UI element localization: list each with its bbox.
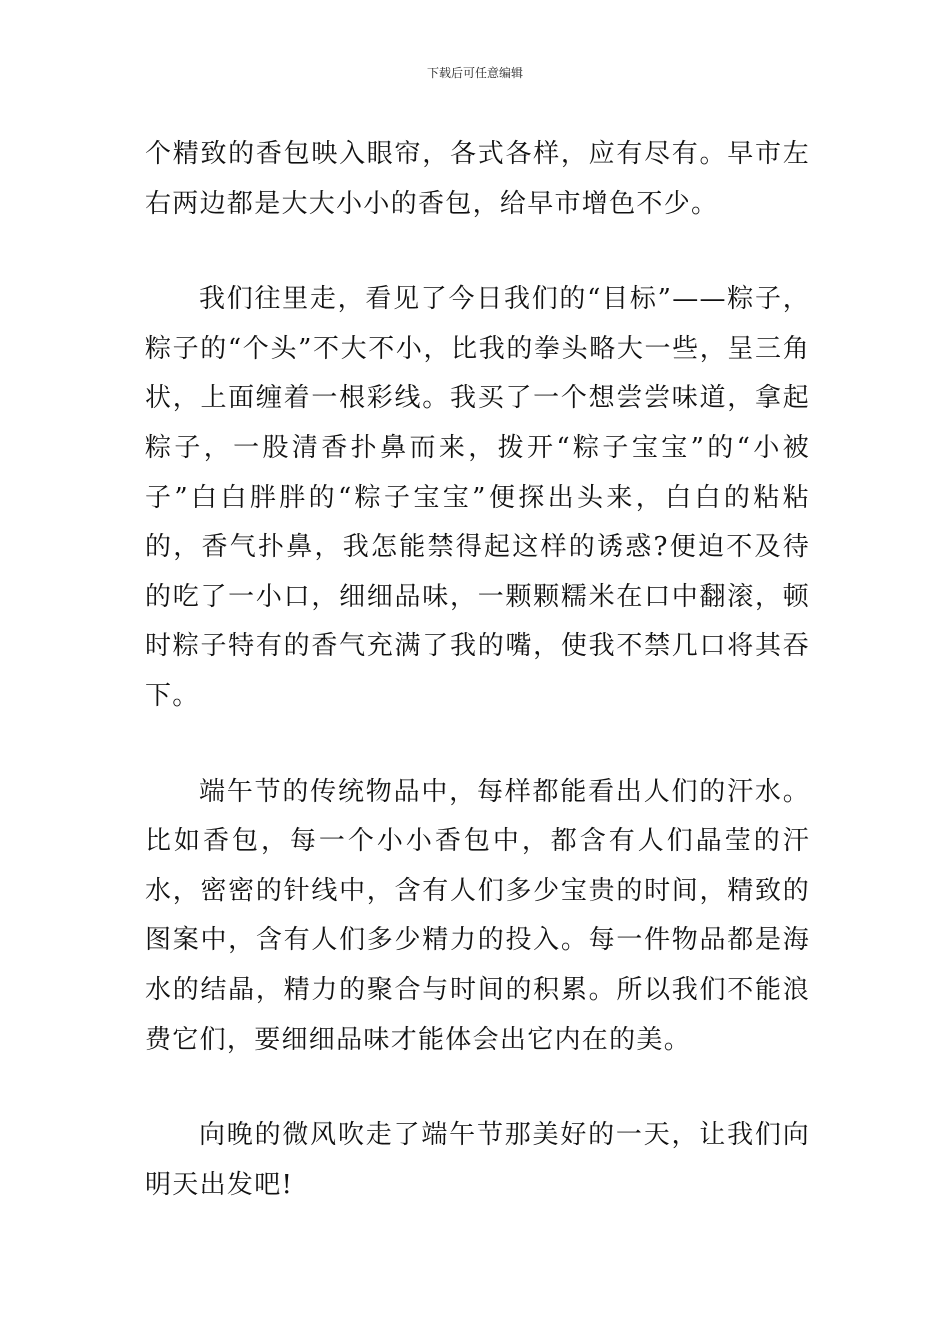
paragraph-traditional-items: 端午节的传统物品中，每样都能看出人们的汗水。比如香包，每一个小小香包中，都含有人们晶莹的汗水，密密的针线中，含有人们多少宝贵的时间，精致的图案中，含有人们多少精力的投入。每一件物品都是海水的结晶，精力的聚合与时间的积累。所以我们不能浪费它们，要细细品味才能体会出它内在的美。 bbox=[145, 776, 810, 1055]
body-text bbox=[145, 130, 810, 1210]
paragraph-continued: 个精致的香包映入眼帘，各式各样，应有尽有。早市左右两边都是大大小小的香包，给早市增色不少。 bbox=[145, 139, 810, 219]
paragraph-closing: 向晚的微风吹走了端午节那美好的一天，让我们向明天出发吧! bbox=[145, 1120, 810, 1200]
page-header: 下载后可任意编辑 bbox=[426, 66, 523, 80]
paragraph-zongzi: 我们往里走，看见了今日我们的“目标”——粽子，粽子的“个头”不大不小，比我的拳头略大一些，呈三角状，上面缠着一根彩线。我买了一个想尝尝味道，拿起粽子，一股清香扑鼻而来，拨开“粽子宝宝”的“小被子”白白胖胖的“粽子宝宝”便探出头来，白白的粘粘的，香气扑鼻，我怎能禁得起这样的诱惑?便迫不及待的吃了一小口，细细品味，一颗颗糯米在口中翻滚，顿时粽子特有的香气充满了我的嘴，使我不禁几口将其吞下。 bbox=[145, 284, 810, 711]
